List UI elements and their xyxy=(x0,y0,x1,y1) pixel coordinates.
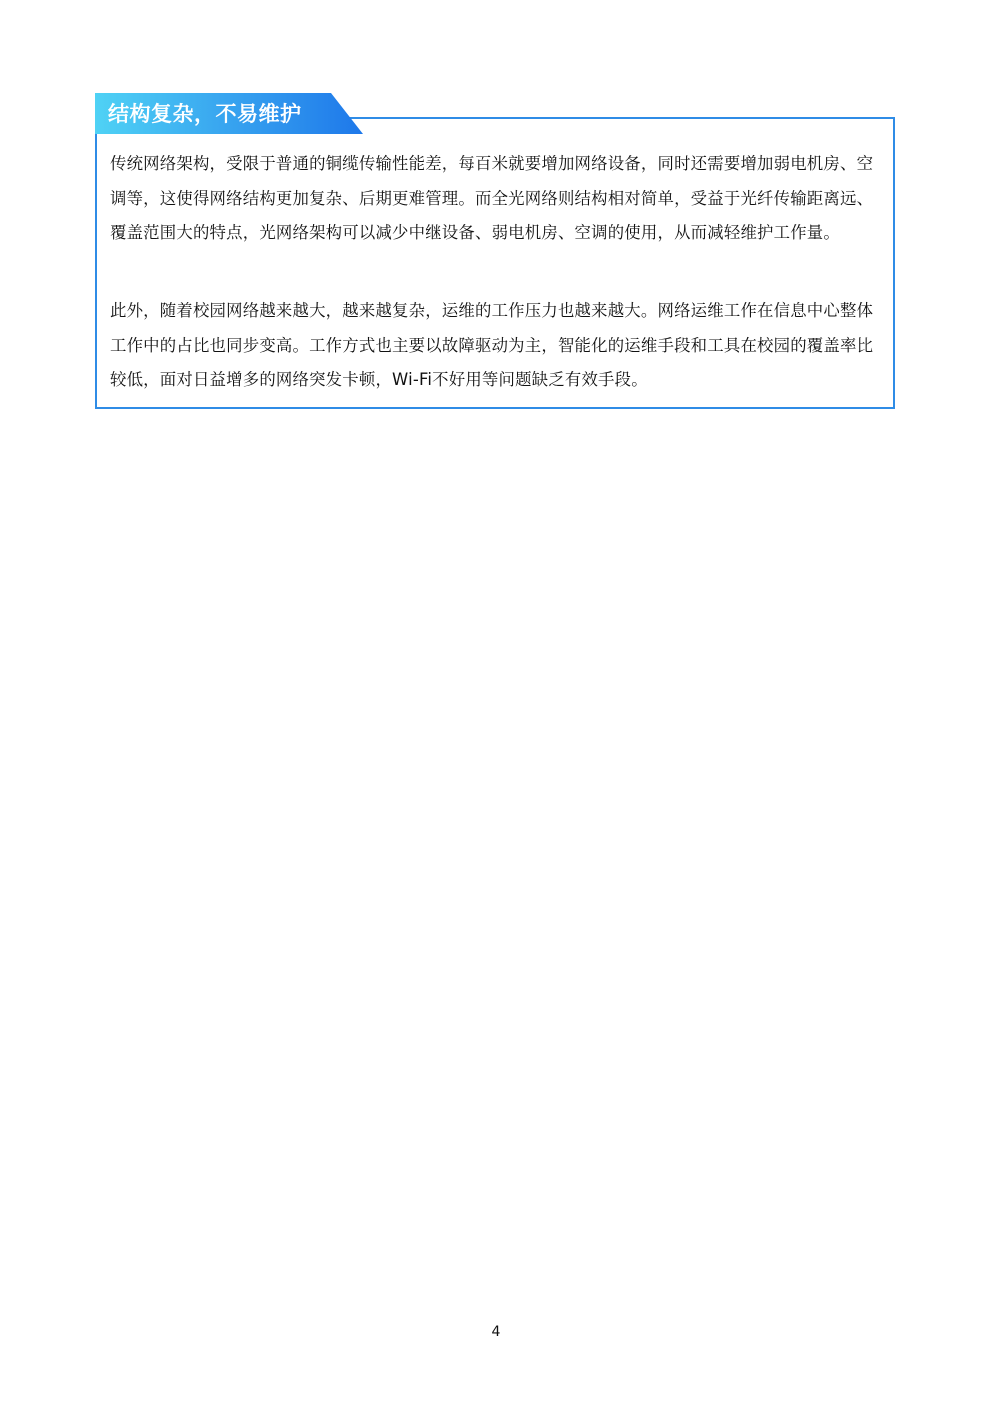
paragraph-2: 此外，随着校园网络越来越大，越来越复杂，运维的工作压力也越来越大。网络运维工作在信息中心整体工作中的占比也同步变高。工作方式也主要以故障驱动为主，智能化的运维手段和工具在校园的覆盖率比较低，面对日益增多的网络突发卡顿，Wi-Fi不好用等问题缺乏有效手段。 xyxy=(110,301,874,389)
paragraph-1: 传统网络架构，受限于普通的铜缆传输性能差，每百米就要增加网络设备，同时还需要增加弱电机房、空调等，这使得网络结构更加复杂、后期更难管理。而全光网络则结构相对简单，受益于光纤传输距离远、覆盖范围大的特点，光网络架构可以减少中继设备、弱电机房、空调的使用，从而减轻维护工作量。 xyxy=(110,154,874,242)
page-number: 4 xyxy=(491,1324,501,1340)
section-title: 结构复杂，不易维护 xyxy=(108,102,302,126)
